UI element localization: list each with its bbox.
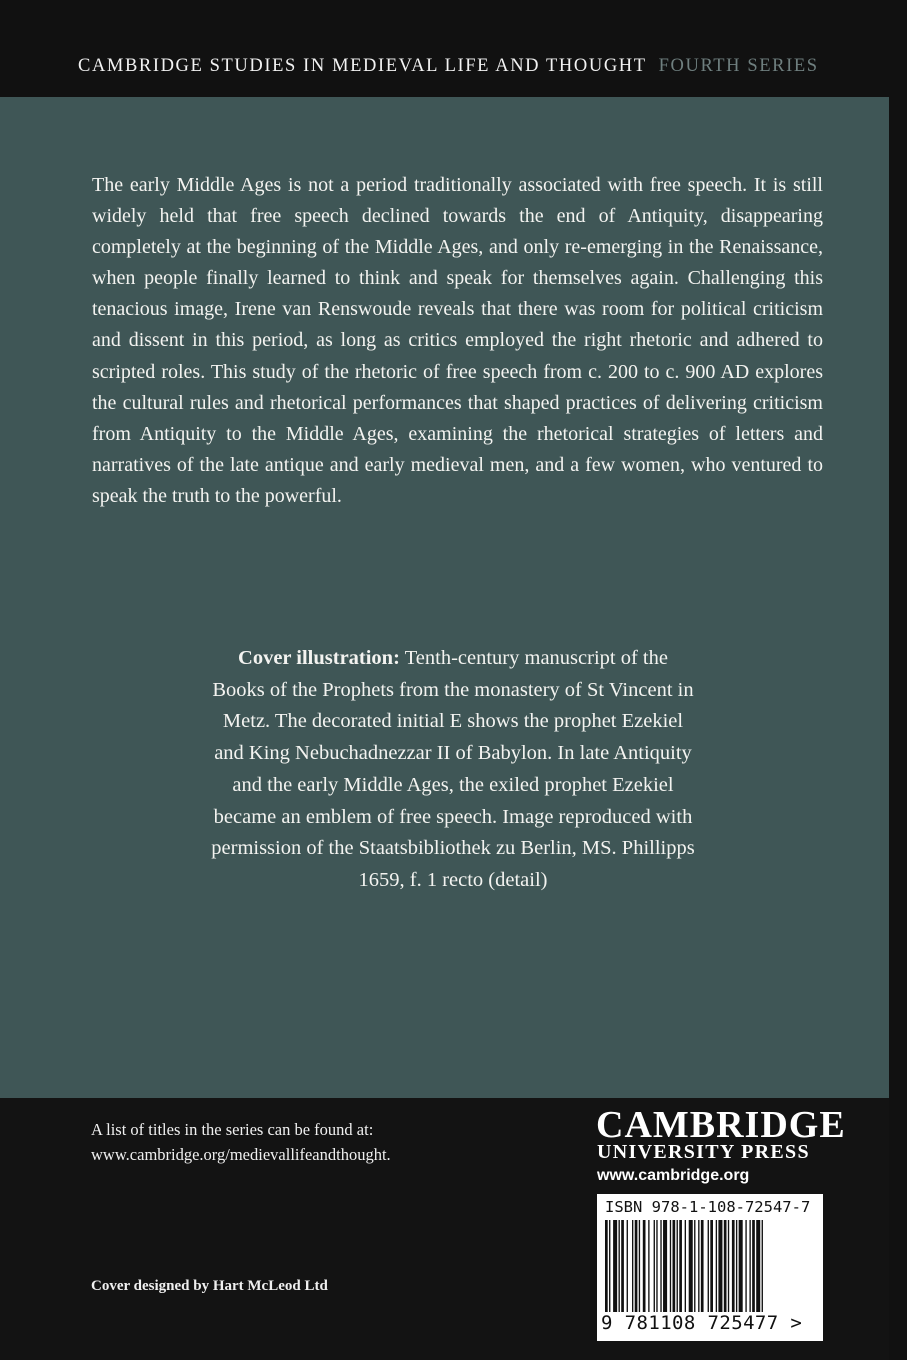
caption-label: Cover illustration: (238, 647, 400, 669)
book-blurb: The early Middle Ages is not a period traditionally associated with free speech. It is still widely held that free speech declined towards the end of Antiquity, disappearing completely at the beginning of the Middle Ages, and only re-emerging in the Renaissance, when people finally learned to think and speak for themselves again. Challenging this tenacious image, Irene van Renswoude reveals that there was room for political criticism and dissent in this period, as long as critics employed the right rhetoric and adhered to scripted roles. This study of the rhetoric of free speech from c. 200 to c. 900 AD explores the cultural rules and rhetorical performances that shaped practices of delivering criticism from Antiquity to the Middle Ages, examining the rhetorical strategies of letters and narratives of the late antique and early medieval men, and a few women, who ventured to speak the truth to the powerful. (92, 174, 823, 507)
spine-edge (889, 0, 907, 1360)
barcode-digits: 9 781108 725477 > (601, 1312, 803, 1334)
series-list-url: www.cambridge.org/medievallifeandthought. (91, 1144, 391, 1164)
series-list-text: A list of titles in the series can be found at: (91, 1120, 374, 1139)
series-name: CAMBRIDGE STUDIES IN MEDIEVAL LIFE AND THOUGHT (78, 56, 647, 76)
cover-designer-credit: Cover designed by Hart McLeod Ltd (91, 1278, 328, 1294)
series-title (78, 56, 819, 77)
publisher-url: www.cambridge.org (597, 1167, 750, 1184)
barcode-bars-icon (603, 1220, 817, 1312)
series-band (0, 0, 889, 97)
barcode (597, 1194, 823, 1341)
publisher-subtitle: UNIVERSITY PRESS (597, 1141, 810, 1163)
caption-text: Tenth-century manuscript of the Books of the Prophets from the monastery of St Vincent in Metz. The decorated initial E shows the prophet Ezekiel and King Nebuchadnezzar II of Babylon. In late Antiquity and the early Middle Ages, the exiled prophet Ezekiel became an emblem of free speech. Image reproduced with permission of the Staatsbibliothek zu Berlin, MS. Phillipps 1659, f. 1 recto (detail) (211, 647, 695, 891)
isbn-label: ISBN 978-1-108-72547-7 (605, 1198, 811, 1216)
cover-illustration-caption (210, 643, 696, 897)
publisher-name: CAMBRIDGE (596, 1104, 846, 1146)
series-subtitle: FOURTH SERIES (658, 56, 819, 76)
series-list-note (91, 1118, 391, 1167)
